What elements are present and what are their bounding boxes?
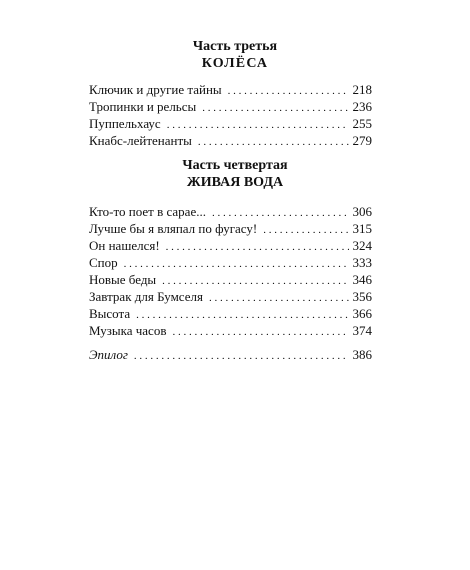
dot-leader (209, 290, 349, 307)
dot-leader (136, 307, 348, 324)
epilogue-contents (89, 346, 372, 363)
toc-entry-title: Эпилог (89, 347, 128, 362)
toc-entry-page: 366 (352, 306, 372, 321)
toc-entry-page: 333 (352, 255, 372, 270)
toc-entry[interactable] (89, 115, 372, 132)
dot-leader (263, 222, 348, 239)
toc-entry[interactable] (89, 271, 372, 288)
toc-entry-title: Спор (89, 255, 118, 270)
toc-entry-page: 315 (352, 221, 372, 236)
toc-entry[interactable] (89, 254, 372, 271)
dot-leader (202, 100, 348, 117)
toc-entry-title: Завтрак для Бумселя (89, 289, 203, 304)
toc-entry-title: Кто-то поет в сарае... (89, 204, 206, 219)
toc-entry[interactable] (89, 305, 372, 322)
part-four-header (0, 157, 470, 191)
dot-leader (134, 348, 349, 365)
toc-entry[interactable] (89, 132, 372, 149)
toc-entry-page: 236 (352, 99, 372, 114)
toc-entry-title: Пуппельхаус (89, 116, 161, 131)
part-three-label: Часть третья (192, 39, 278, 54)
dot-leader (198, 134, 349, 151)
toc-entry-page: 279 (352, 133, 372, 148)
toc-entry-page: 255 (352, 116, 372, 131)
toc-entry-page: 306 (352, 204, 372, 219)
toc-entry[interactable] (89, 288, 372, 305)
toc-entry-title: Ключик и другие тайны (89, 82, 222, 97)
toc-entry[interactable] (89, 237, 372, 254)
dot-leader (124, 256, 349, 273)
toc-entry-page: 346 (352, 272, 372, 287)
toc-entry-title: Тропинки и рельсы (89, 99, 197, 114)
part-three-title: КОЛЁСА (201, 56, 269, 71)
toc-entry-title: Кнабс-лейтенанты (89, 133, 192, 148)
toc-entry-page: 356 (352, 289, 372, 304)
toc-entry-epilogue[interactable] (89, 346, 372, 363)
toc-entry[interactable] (89, 81, 372, 98)
dot-leader (166, 239, 349, 256)
toc-entry-page: 374 (352, 323, 372, 338)
toc-entry-page: 218 (352, 82, 372, 97)
dot-leader (172, 324, 348, 341)
part-four-label: Часть четвертая (182, 158, 288, 173)
toc-entry-title: Музыка часов (89, 323, 167, 338)
toc-entry-title: Новые беды (89, 272, 157, 287)
toc-entry-title: Он нашелся! (89, 238, 160, 253)
toc-entry[interactable] (89, 203, 372, 220)
toc-entry[interactable] (89, 98, 372, 115)
dot-leader (228, 83, 349, 100)
toc-entry-title: Высота (89, 306, 131, 321)
part-three-header (0, 38, 470, 72)
dot-leader (167, 117, 349, 134)
part-three-contents (89, 81, 372, 149)
toc-entry-page: 386 (352, 347, 372, 362)
toc-entry-page: 324 (352, 238, 372, 253)
part-four-contents (89, 203, 372, 339)
part-four-title: ЖИВАЯ ВОДА (186, 175, 284, 190)
toc-entry[interactable] (89, 322, 372, 339)
toc-entry[interactable] (89, 220, 372, 237)
toc-entry-title: Лучше бы я вляпал по фугасу! (89, 221, 258, 236)
